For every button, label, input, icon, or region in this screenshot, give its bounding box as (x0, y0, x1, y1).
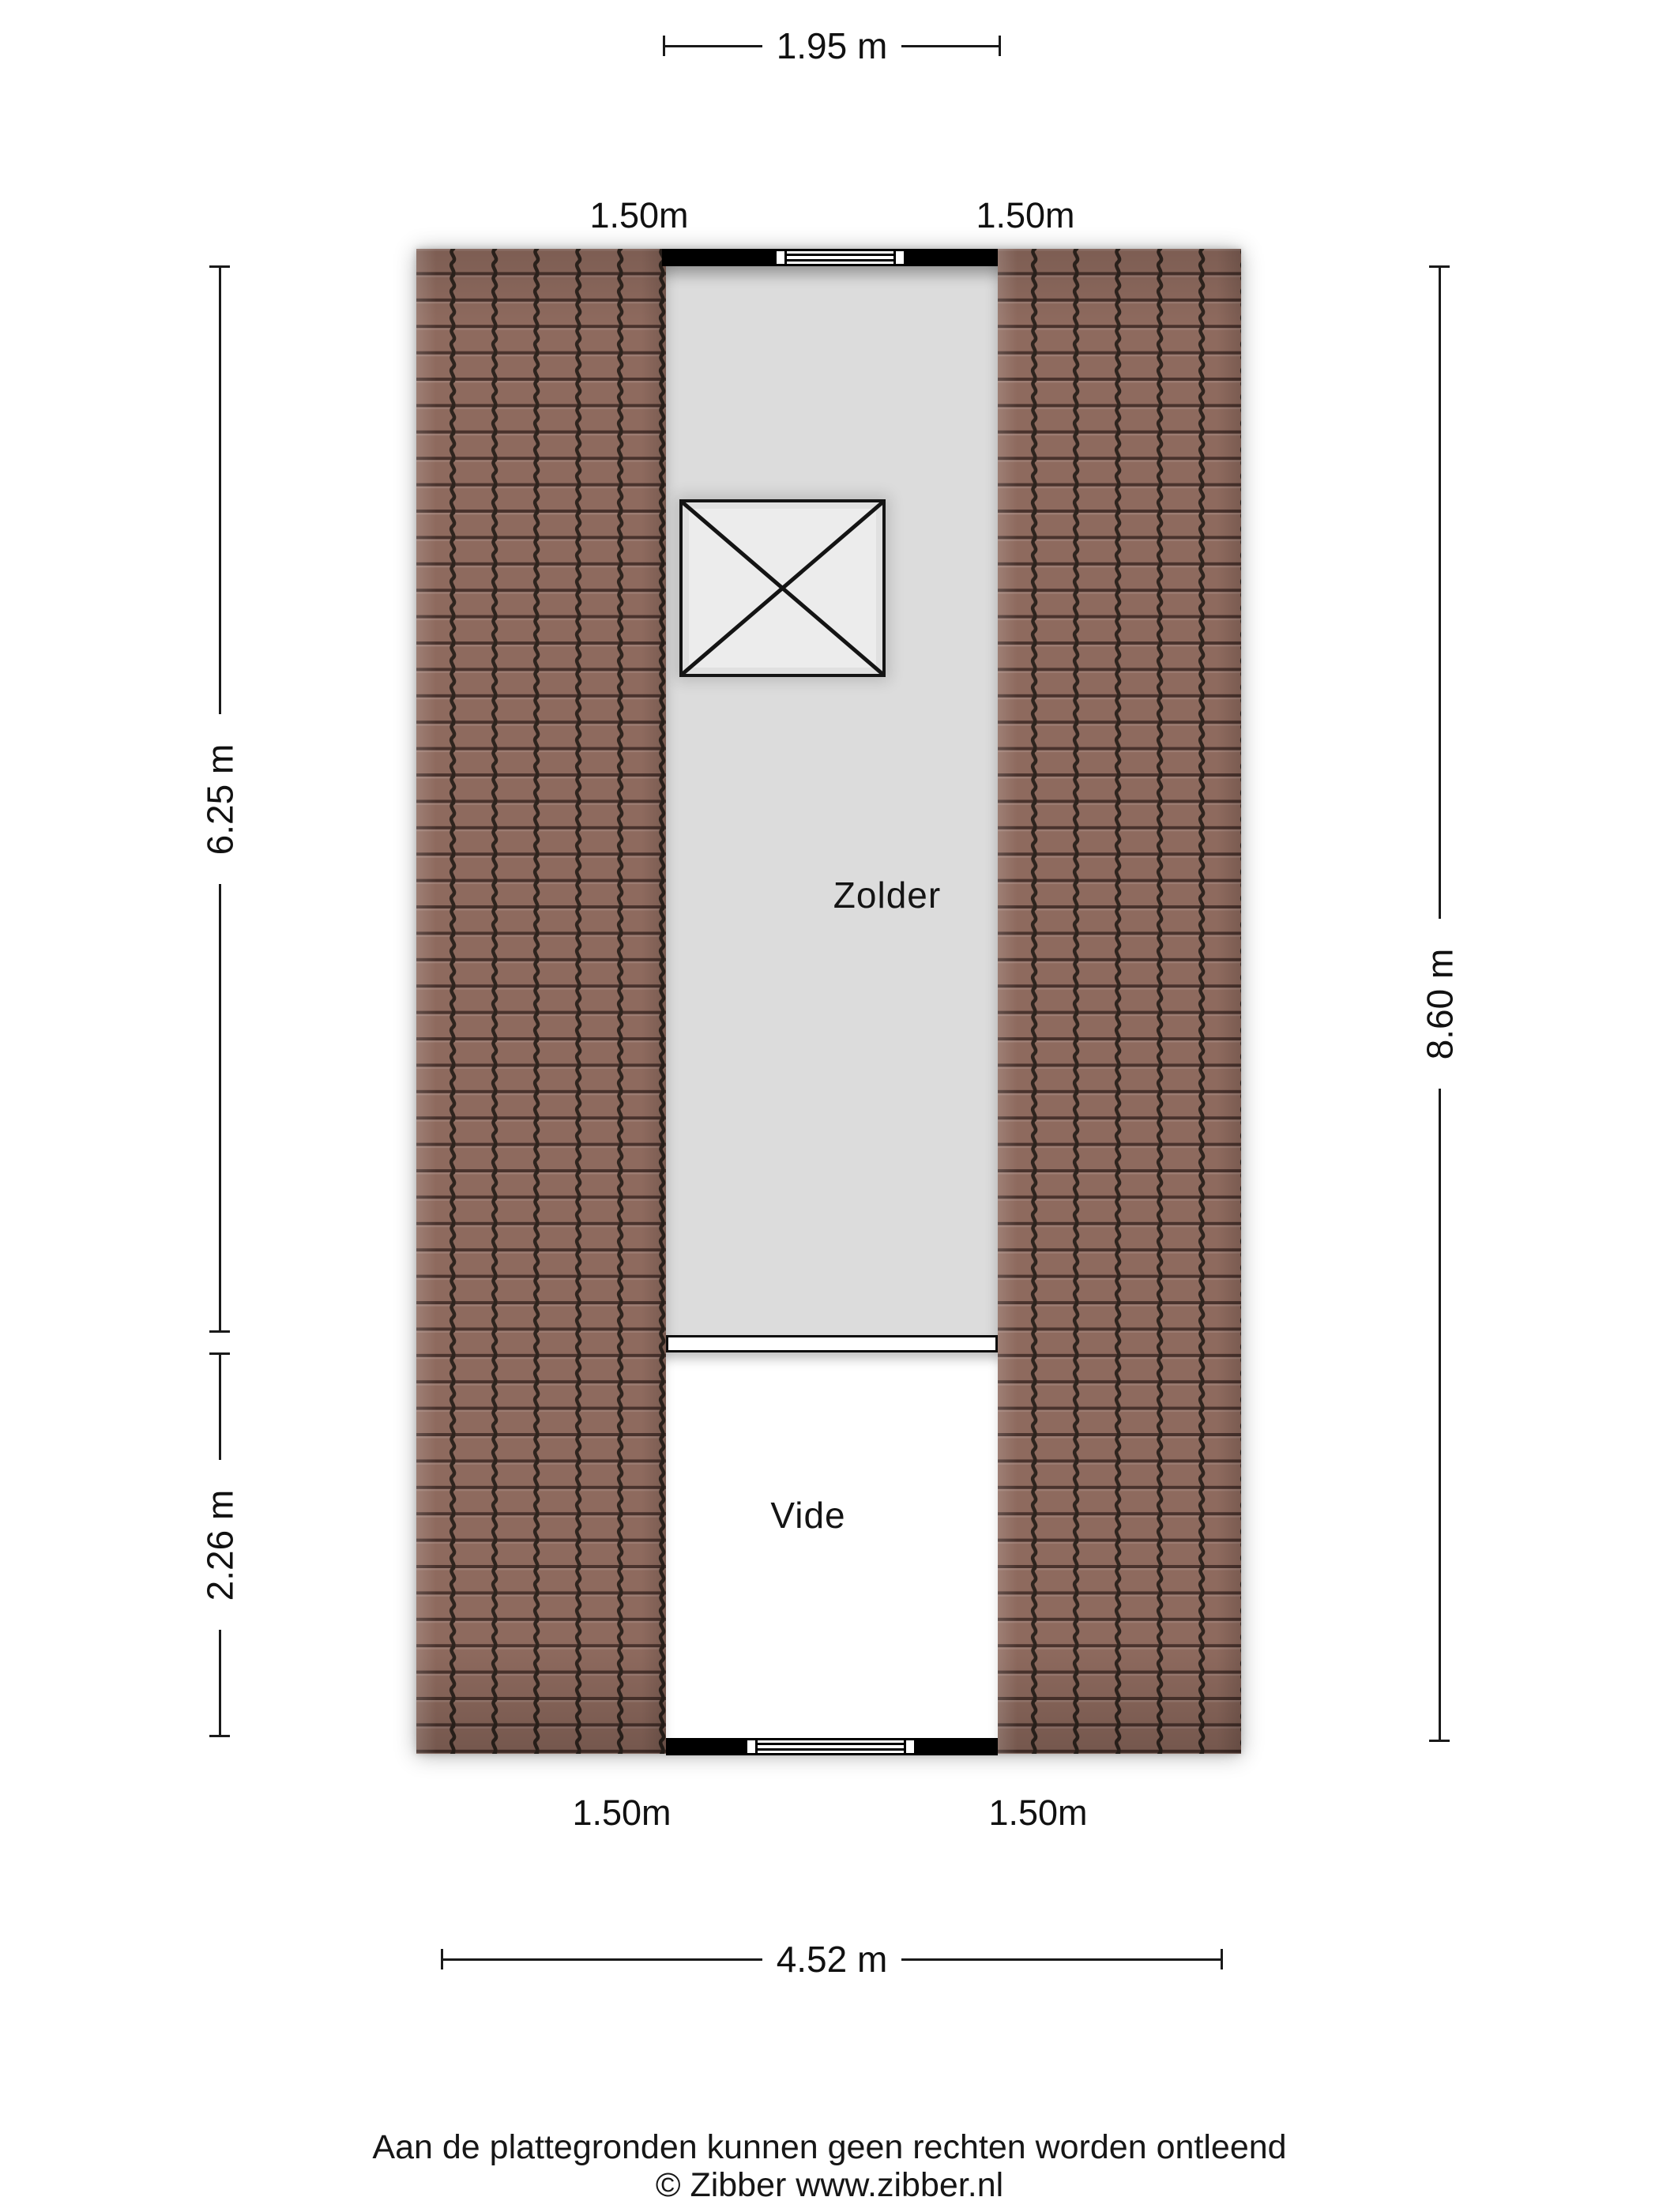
dimension-value: 2.26 m (199, 1489, 241, 1601)
dimension-left-lower (199, 1352, 241, 1737)
window-label-top-left: 1.50m (589, 195, 689, 235)
skylight-symbol (679, 499, 886, 677)
dimension-tick (1429, 1740, 1450, 1742)
dimension-line (219, 1630, 221, 1735)
window-label-bottom-left: 1.50m (572, 1793, 672, 1833)
window-bottom (745, 1738, 916, 1755)
vide-floor (666, 1352, 998, 1738)
wall-top-left (662, 249, 774, 266)
window-frame-cap (745, 1738, 758, 1755)
skylight-cross-icon (683, 502, 882, 674)
window-frame-cap (893, 249, 906, 266)
roof-tiles-right-graphic (998, 249, 1241, 1754)
dimension-value: 1.95 m (776, 25, 888, 66)
room-label-zolder: Zolder (833, 875, 942, 916)
window-frame-cap (904, 1738, 916, 1755)
roof-tiles-left-graphic (416, 249, 666, 1754)
dimension-bottom (441, 1940, 1223, 1978)
wall-top-right (906, 249, 998, 266)
dimension-tick (999, 36, 1001, 56)
dimension-line (219, 884, 221, 1330)
roof-right (998, 249, 1241, 1754)
dimension-tick (209, 1330, 230, 1333)
dimension-tick (209, 1735, 230, 1737)
footer-copyright: © Zibber www.zibber.nl (655, 2166, 1004, 2204)
dimension-line (219, 1355, 221, 1460)
dimension-value: 8.60 m (1419, 948, 1461, 1059)
dimension-line (901, 45, 999, 47)
room-label-vide: Vide (770, 1495, 846, 1536)
dimension-value: 4.52 m (776, 1939, 888, 1980)
window-label-top-right: 1.50m (976, 195, 1075, 235)
window-glass (787, 249, 893, 266)
dimension-line (219, 268, 221, 714)
vide-railing (666, 1335, 998, 1352)
dimension-line (1439, 268, 1441, 919)
dimension-line (443, 1958, 762, 1961)
window-glass (758, 1738, 904, 1755)
dimension-line (1439, 1089, 1441, 1740)
window-top (774, 249, 906, 266)
dimension-line (901, 1958, 1221, 1961)
dimension-right (1419, 265, 1461, 1742)
window-frame-cap (774, 249, 787, 266)
roof-left (416, 249, 666, 1754)
dimension-line (665, 45, 762, 47)
window-label-bottom-right: 1.50m (988, 1793, 1088, 1833)
zolder-floor (666, 266, 998, 1335)
wall-bottom-left (666, 1738, 745, 1755)
dimension-tick (1221, 1949, 1223, 1969)
wall-bottom-right (916, 1738, 998, 1755)
footer-disclaimer: Aan de plattegronden kunnen geen rechten worden ontleend (372, 2128, 1287, 2166)
dimension-value: 6.25 m (199, 743, 241, 855)
dimension-left-upper (199, 265, 241, 1333)
dimension-top (663, 26, 1001, 66)
